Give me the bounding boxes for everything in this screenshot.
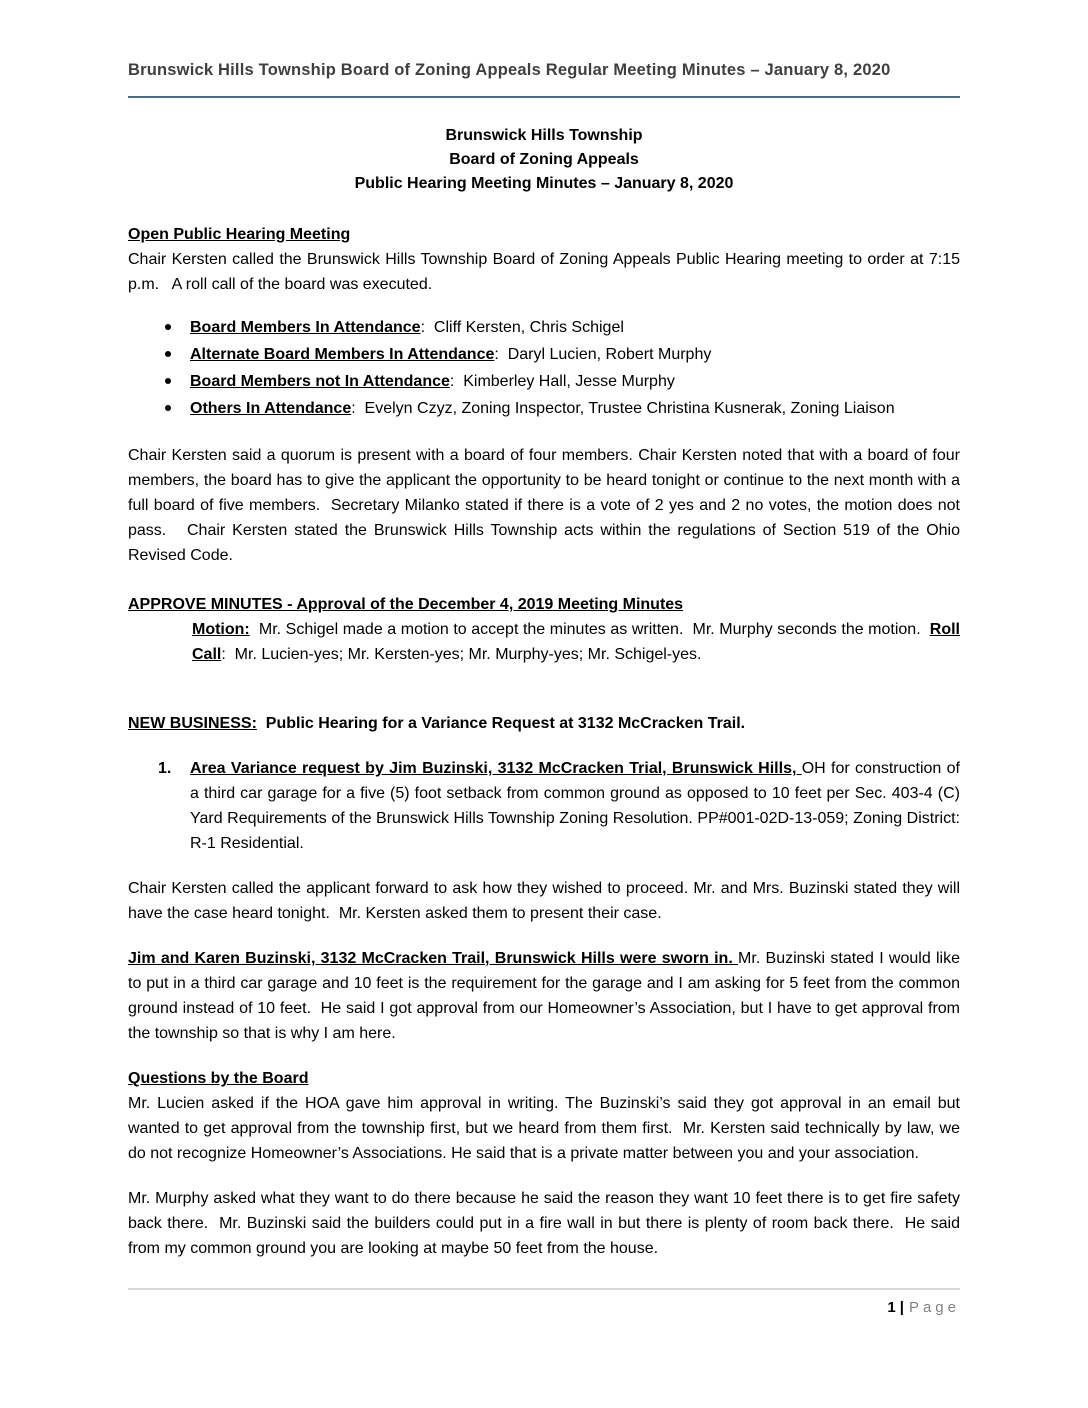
bullet-icon — [165, 324, 171, 330]
title-block — [128, 124, 960, 196]
attendance-list — [128, 315, 960, 421]
page-header — [128, 58, 960, 98]
attendance-item — [165, 369, 960, 394]
section-heading-approve-minutes: APPROVE MINUTES - Approval of the December 4, 2019 Meeting Minutes — [128, 596, 684, 613]
section-heading-open-meeting: Open Public Hearing Meeting — [128, 226, 351, 243]
section-heading-new-business — [128, 711, 960, 736]
page-number-separator: | — [899, 1299, 904, 1316]
paragraph-questions-2: Mr. Murphy asked what they want to do there because he said the reason they want 10 feet there is to get fire safety back there. Mr. Buzinski said the builders could put in a fire wall in but there is plenty of room back there. He said from my common ground you are looking at maybe 50 feet from the house. — [128, 1190, 960, 1257]
motion-text: Mr. Schigel made a motion to accept the minutes as written. Mr. Murphy seconds the motion. — [249, 621, 930, 638]
variance-item — [128, 756, 960, 856]
footer-page-indicator — [128, 1295, 960, 1320]
page-number: 1 — [887, 1299, 896, 1316]
title-line-3: Public Hearing Meeting Minutes – January 8, 2020 — [354, 175, 734, 192]
attendance-label: Board Members In Attendance — [190, 319, 421, 336]
new-business-label: NEW BUSINESS: — [128, 715, 257, 732]
paragraph-applicant: Chair Kersten called the applicant forward to ask how they wished to proceed. Mr. and Mrs. Buzinski stated they will have the case heard tonight. Mr. Kersten asked them to present their case. — [128, 880, 960, 922]
sworn-in-lead: Jim and Karen Buzinski, 3132 McCracken Trail, Brunswick Hills were sworn in. — [128, 950, 739, 967]
page-footer — [128, 1288, 960, 1320]
paragraph-questions-1: Mr. Lucien asked if the HOA gave him approval in writing. The Buzinski’s said they got approval in an email but wanted to get approval from the township first, but we heard from them first. Mr. Kersten said technically by law, we do not recognize Homeowner’s Associations. He said that is a private matter between you and your association. — [128, 1095, 960, 1162]
attendance-value: : Kimberley Hall, Jesse Murphy — [449, 373, 675, 390]
attendance-label: Board Members not In Attendance — [190, 373, 450, 390]
paragraph-sworn-in — [128, 946, 960, 1046]
footer-divider — [128, 1288, 960, 1290]
rollcall-label: Roll Call — [192, 621, 960, 663]
motion-label: Motion: — [192, 621, 250, 638]
title-line-1: Brunswick Hills Township — [445, 127, 643, 144]
attendance-item — [165, 396, 960, 421]
attendance-value: : Daryl Lucien, Robert Murphy — [494, 346, 712, 363]
attendance-item — [165, 342, 960, 367]
variance-item-text: OH for construction of a third car garage for a five (5) foot setback from common ground as opposed to 10 feet per Sec. 403-4 (C) Yard Requirements of the Brunswick Hills Township Zoning Resolution. PP#001-02D-13-059; Zoning District: R-1 Residential. — [190, 760, 960, 852]
attendance-label: Alternate Board Members In Attendance — [190, 346, 495, 363]
variance-item-number: 1. — [158, 760, 172, 777]
sworn-in-text: Mr. Buzinski stated I would like to put in a third car garage and 10 feet is the requirement for the garage and I am asking for 5 feet from the common ground instead of 10 feet. He said I got approval from our Homeowner’s Association, but I have to get approval from the township so that is why I am here. — [128, 950, 961, 1042]
attendance-value: : Cliff Kersten, Chris Schigel — [420, 319, 624, 336]
paragraph-motion — [192, 617, 960, 667]
document-header-title: Brunswick Hills Township Board of Zoning Appeals Regular Meeting Minutes – January 8, 2020 — [128, 61, 891, 79]
bullet-icon — [165, 405, 171, 411]
section-heading-questions: Questions by the Board — [128, 1070, 309, 1087]
variance-item-body — [190, 756, 960, 856]
rollcall-text: : Mr. Lucien-yes; Mr. Kersten-yes; Mr. Murphy-yes; Mr. Schigel-yes. — [221, 646, 702, 663]
page-label: Page — [908, 1299, 960, 1316]
header-divider — [128, 96, 960, 98]
title-line-2: Board of Zoning Appeals — [449, 151, 639, 168]
variance-item-lead: Area Variance request by Jim Buzinski, 3132 McCracken Trial, Brunswick Hills, — [190, 760, 802, 777]
attendance-label: Others In Attendance — [190, 400, 352, 417]
paragraph-open-meeting: Chair Kersten called the Brunswick Hills Township Board of Zoning Appeals Public Hearing meeting to order at 7:15 p.m. A roll call of the board was executed. — [128, 251, 960, 293]
attendance-item — [165, 315, 960, 340]
paragraph-quorum: Chair Kersten said a quorum is present with a board of four members. Chair Kersten noted that with a board of four members, the board has to give the applicant the opportunity to be heard tonight or continue to the next month with a full board of five members. Secretary Milanko stated if there is a vote of 2 yes and 2 no votes, the motion does not pass. Chair Kersten stated the Brunswick Hills Township acts within the regulations of Section 519 of the Ohio Revised Code. — [128, 447, 960, 564]
attendance-value: : Evelyn Czyz, Zoning Inspector, Trustee Christina Kusnerak, Zoning Liaison — [351, 400, 895, 417]
bullet-icon — [165, 378, 171, 384]
bullet-icon — [165, 351, 171, 357]
new-business-text: Public Hearing for a Variance Request at 3132 McCracken Trail. — [256, 715, 746, 732]
